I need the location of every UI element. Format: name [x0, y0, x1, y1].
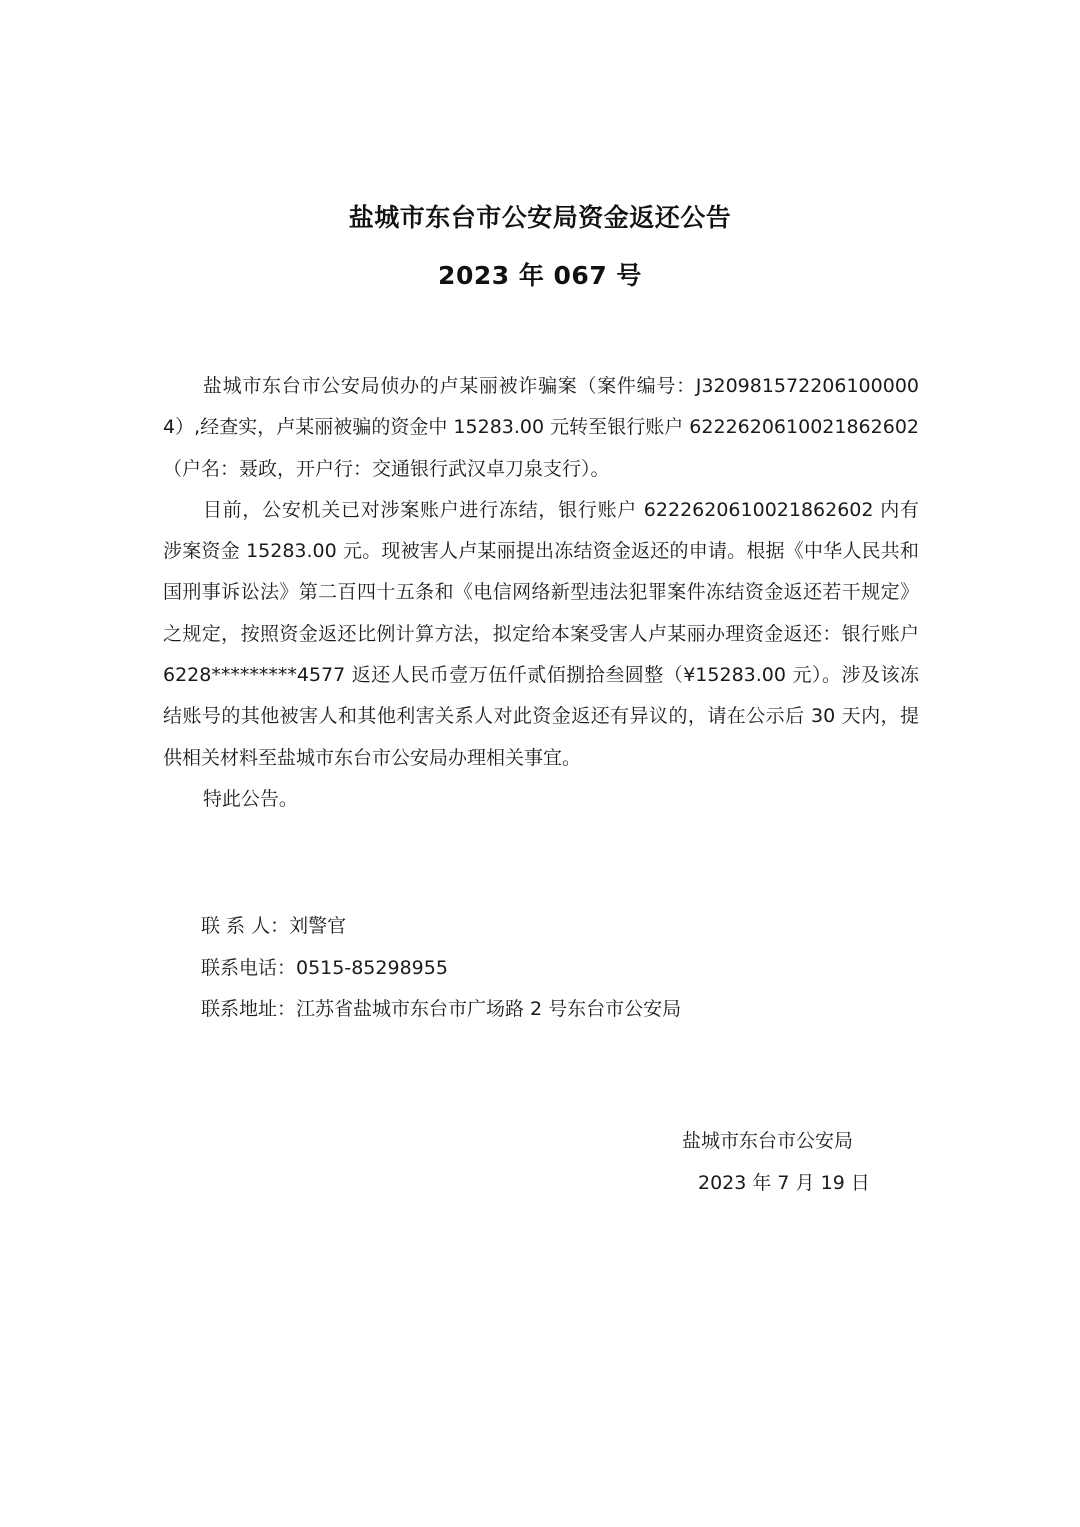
issuing-organization: 盐城市东台市公安局 [682, 1130, 854, 1152]
contact-address: 联系地址：江苏省盐城市东台市广场路 2 号东台市公安局 [201, 998, 682, 1020]
signature-block [640, 1120, 920, 1204]
paragraph-closing: 特此公告。 [202, 787, 298, 810]
paragraph-refund-decision: 目前，公安机关已对涉案账户进行冻结，银行账户 6222620610021862602 内有涉案资金 15283.00 元。现被害人卢某丽提出冻结资金返还的申请。根据《中华人民共和国刑事诉讼法》第二百四十五条和《电信网络新型违法犯罪案件冻结资金返还若干规定》之规定，按照资金返还比例计算方法，拟定给本案受害人卢某丽办理资金返还：银行账户 6228*********4577 返还人民币壹万伍仟贰佰捌拾叁圆整（¥15283.00 元）。涉及该冻结账号的其他被害人和其他利害关系人对此资金返还有异议的，请在公示后 30 天内，提供相关材料至盐城市东台市公安局办理相关事宜。 [163, 498, 919, 769]
document-title: 盐城市东台市公安局资金返还公告 [348, 203, 732, 232]
contact-phone: 联系电话：0515-85298955 [201, 956, 448, 979]
notice-body [163, 366, 919, 820]
contact-person: 联 系 人：刘警官 [201, 915, 347, 937]
issue-date: 2023 年 7 月 19 日 [698, 1172, 870, 1194]
contact-info [201, 906, 901, 1031]
paragraph-case-details: 盐城市东台市公安局侦办的卢某丽被诈骗案（案件编号：J320981572206100000 4）,经查实，卢某丽被骗的资金中 15283.00 元转至银行账户 6222620610021862602（户名：聂政，开户行：交通银行武汉卓刀泉支行）。 [163, 375, 919, 480]
document-number: 2023 年 067 号 [438, 261, 642, 290]
